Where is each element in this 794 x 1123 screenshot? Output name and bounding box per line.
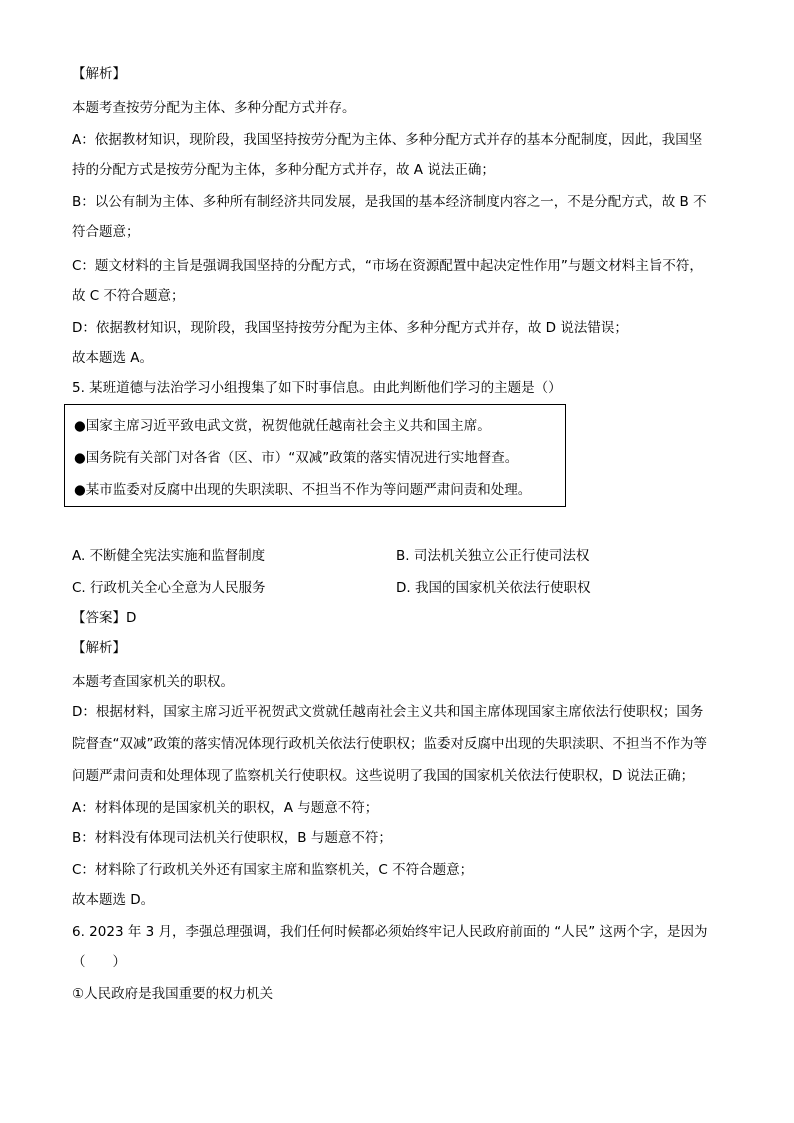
q5-material-item: ●某市监委对反腐中出现的失职渎职、不担当不作为等问题严肃问责和处理。 <box>74 482 532 498</box>
q6-stem-line1: 6. 2023 年 3 月，李强总理强调，我们任何时候都必须始终牢记人民政府前面的 “人民” 这两个字，是因为 <box>72 924 708 940</box>
q4-option-b-analysis-line1: B：以公有制为主体、多种所有制经济共同发展，是我国的基本经济制度内容之一，不是分配方式，故 B 不 <box>72 194 707 210</box>
q5-material-box <box>64 404 566 507</box>
q4-option-a-analysis-line2: 持的分配方式是按劳分配为主体，多种分配方式并存，故 A 说法正确； <box>72 162 495 178</box>
q4-option-c-analysis-line1: C：题文材料的主旨是强调我国坚持的分配方式，“市场在资源配置中起决定性作用”与题文材料主旨不符， <box>72 258 703 274</box>
q5-material-item: ●国家主席习近平致电武文赏，祝贺他就任越南社会主义共和国主席。 <box>74 418 491 434</box>
q5-stem: 5. 某班道德与法治学习小组搜集了如下时事信息。由此判断他们学习的主题是（） <box>72 380 562 396</box>
q4-analysis-topic: 本题考查按劳分配为主体、多种分配方式并存。 <box>72 100 356 116</box>
q4-conclusion: 故本题选 A。 <box>72 350 154 366</box>
q5-option-d-analysis-line2: 院督查“双减”政策的落实情况体现行政机关依法行使职权；监委对反腐中出现的失职渎职、不担当不作为等 <box>72 736 707 752</box>
q5-material-item: ●国务院有关部门对各省（区、市）“双减”政策的落实情况进行实地督查。 <box>74 450 519 466</box>
q5-option-b: B. 司法机关独立公正行使司法权 <box>396 548 590 564</box>
q6-stem-line2: （ ） <box>72 954 126 970</box>
q5-option-c: C. 行政机关全心全意为人民服务 <box>72 580 266 596</box>
q4-option-a-analysis-line1: A：依据教材知识，现阶段，我国坚持按劳分配为主体、多种分配方式并存的基本分配制度，因此，我国坚 <box>72 132 703 148</box>
q5-option-b-analysis: B：材料没有体现司法机关行使职权，B 与题意不符； <box>72 830 392 846</box>
q5-answer: 【答案】D <box>72 610 137 626</box>
q5-analysis-topic: 本题考查国家机关的职权。 <box>72 674 234 690</box>
q5-option-a-analysis: A：材料体现的是国家机关的职权，A 与题意不符； <box>72 800 379 816</box>
q4-option-b-analysis-line2: 符合题意； <box>72 224 140 240</box>
q6-item-1: ①人民政府是我国重要的权力机关 <box>72 986 274 1002</box>
q5-option-c-analysis: C：材料除了行政机关外还有国家主席和监察机关，C 不符合题意； <box>72 862 474 878</box>
q5-option-d-analysis-line3: 问题严肃问责和处理体现了监察机关行使职权。这些说明了我国的国家机关依法行使职权，D 说法正确； <box>72 768 695 784</box>
q4-option-d-analysis: D：依据教材知识，现阶段，我国坚持按劳分配为主体、多种分配方式并存，故 D 说法错误； <box>72 320 628 336</box>
q5-option-d-analysis-line1: D：根据材料，国家主席习近平祝贺武文赏就任越南社会主义共和国主席体现国家主席依法行使职权；国务 <box>72 704 704 720</box>
q5-option-a: A. 不断健全宪法实施和监督制度 <box>72 548 266 564</box>
q4-option-c-analysis-line2: 故 C 不符合题意； <box>72 288 185 304</box>
q4-analysis-heading: 【解析】 <box>72 66 126 82</box>
q5-analysis-heading: 【解析】 <box>72 640 126 656</box>
q5-option-d: D. 我国的国家机关依法行使职权 <box>396 580 591 596</box>
q5-conclusion: 故本题选 D。 <box>72 892 155 908</box>
